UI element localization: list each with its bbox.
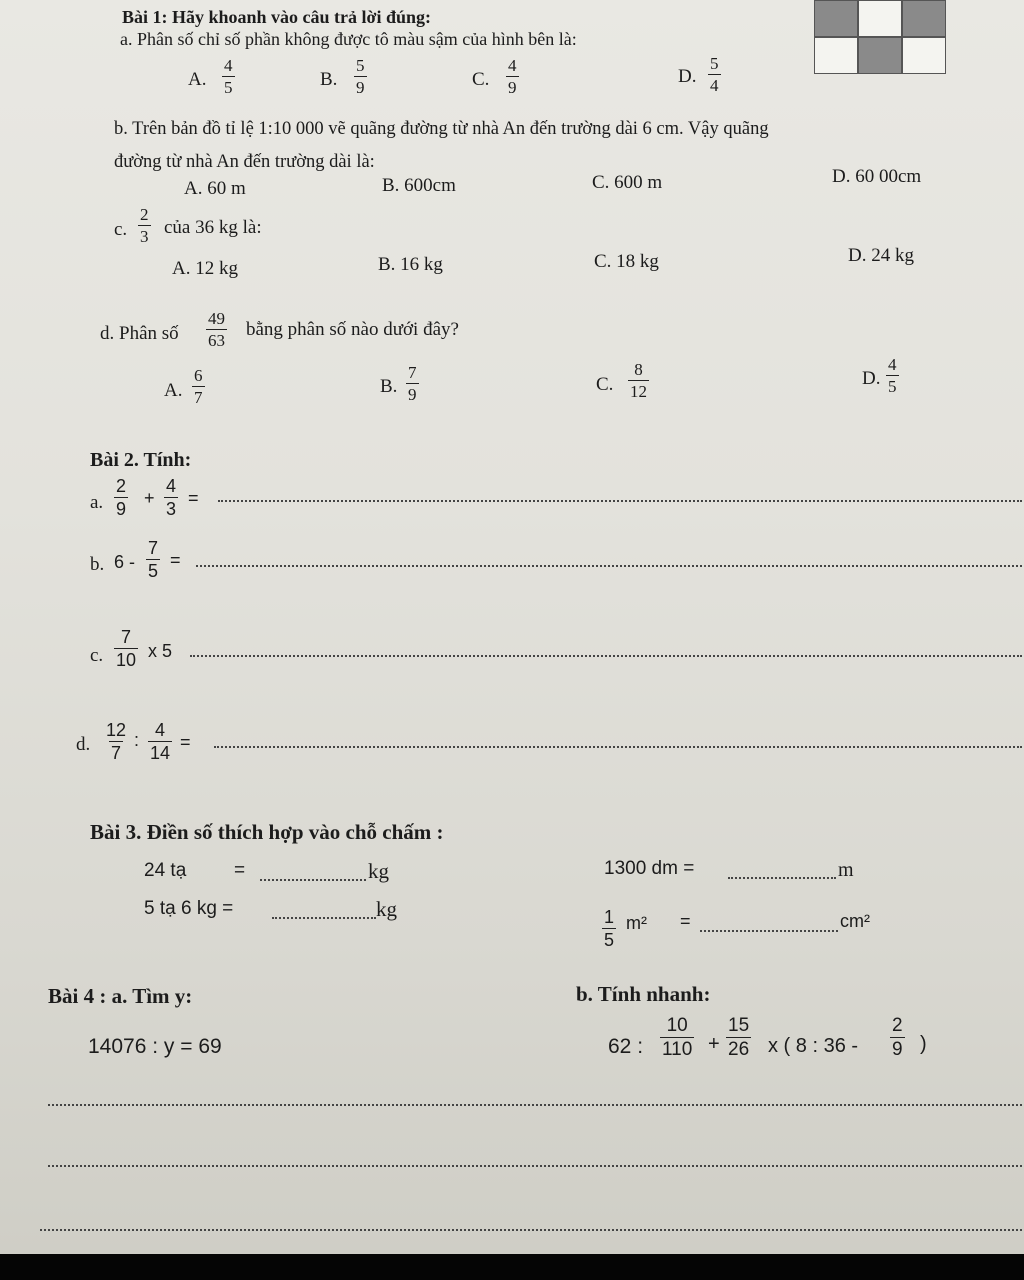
bai3-row1b-unit: m <box>838 859 854 881</box>
denominator: 9 <box>508 78 517 97</box>
bai4-answer-line-3[interactable] <box>40 1229 1022 1231</box>
denominator: 3 <box>140 227 149 246</box>
bai2-c-label: c. <box>90 645 104 666</box>
numerator: 7 <box>408 363 417 382</box>
numerator: 5 <box>710 54 719 73</box>
bai4-title-b: b. Tính nhanh: <box>576 982 711 1006</box>
denominator: 9 <box>892 1039 903 1060</box>
denominator: 5 <box>224 78 233 97</box>
grid-cell <box>814 37 858 74</box>
bai1-a-option-c-fraction[interactable] <box>506 57 519 96</box>
numerator: 4 <box>888 355 897 374</box>
bai2-d-label: d. <box>76 734 91 755</box>
bai2-title: Bài 2. Tính: <box>90 449 192 471</box>
bai4-title-a: Bài 4 : a. Tìm y: <box>48 984 193 1008</box>
bai1-c-option-c[interactable]: C. 18 kg <box>594 251 659 272</box>
bai1-d-option-c-fraction[interactable] <box>628 361 649 400</box>
numerator: 7 <box>148 538 159 558</box>
numerator: 1 <box>604 907 615 927</box>
denominator: 26 <box>728 1039 750 1060</box>
bai3-row1a-equals: = <box>234 860 246 881</box>
numerator: 10 <box>666 1015 688 1036</box>
bai1-c-option-d[interactable]: D. 24 kg <box>848 245 914 266</box>
bai2-c-answer-line[interactable] <box>190 655 1022 657</box>
denominator: 14 <box>150 743 171 763</box>
denominator: 12 <box>630 382 647 401</box>
bai1-a-option-c-label: C. <box>472 69 490 90</box>
bai1-a-option-a-fraction[interactable] <box>222 57 235 96</box>
bai1-b-option-b[interactable]: B. 600cm <box>382 175 456 196</box>
bai4-answer-line-1[interactable] <box>48 1104 1022 1106</box>
bai2-d-fraction-1 <box>104 721 128 762</box>
bai1-b-option-d[interactable]: D. 60 00cm <box>832 166 922 187</box>
bai1-b-line1: b. Trên bản đồ tỉ lệ 1:10 000 vẽ quãng đường từ nhà An đến trường dài 6 cm. Vậy quãng <box>114 119 769 139</box>
bai1-d-option-a-label: A. <box>164 380 183 401</box>
bai1-d-fraction <box>206 310 227 349</box>
numerator: 49 <box>208 309 225 328</box>
bai2-d-answer-line[interactable] <box>214 746 1022 748</box>
bai2-d-fraction-2 <box>148 721 172 762</box>
bai1-a-option-b-fraction[interactable] <box>354 57 367 96</box>
bai3-row2a-left: 5 tạ 6 kg = <box>144 898 234 919</box>
shaded-grid-figure <box>814 0 946 74</box>
bai3-row2a-blank[interactable] <box>272 917 376 919</box>
bai3-row1a-unit: kg <box>368 859 389 883</box>
numerator: 8 <box>634 360 643 379</box>
bai1-d-label: d. Phân số <box>100 323 179 344</box>
bai1-d-text: bằng phân số nào dưới đây? <box>246 319 459 340</box>
bai1-a-option-d-label: D. <box>678 66 697 87</box>
bai4-b-middle: x ( 8 : 36 - <box>768 1035 859 1057</box>
numerator: 2 <box>116 476 127 496</box>
bai2-d-equals: = <box>180 732 191 752</box>
bai1-d-option-d-label: D. <box>862 368 881 389</box>
numerator: 15 <box>728 1015 750 1036</box>
bai1-a-question: a. Phân số chỉ số phần không được tô màu sậm của hình bên là: <box>120 29 577 49</box>
numerator: 6 <box>194 366 203 385</box>
bai1-b-option-a[interactable]: A. 60 m <box>184 178 246 199</box>
bai4-b-fraction-3 <box>890 1016 905 1059</box>
numerator: 7 <box>121 627 132 647</box>
bai4-answer-line-2[interactable] <box>48 1165 1022 1167</box>
denominator: 110 <box>662 1039 693 1060</box>
bai1-b-line2: đường từ nhà An đến trường dài là: <box>114 152 375 172</box>
bai2-a-answer-line[interactable] <box>218 500 1022 502</box>
denominator: 7 <box>194 388 203 407</box>
bai1-a-option-b-label: B. <box>320 69 338 90</box>
bai3-row2b-unit: cm² <box>840 911 870 931</box>
numerator: 2 <box>892 1015 903 1036</box>
bai1-c-option-a[interactable]: A. 12 kg <box>172 258 238 279</box>
bai3-title: Bài 3. Điền số thích hợp vào chỗ chấm : <box>90 820 444 844</box>
denominator: 3 <box>166 499 177 519</box>
bai2-a-operator: + <box>144 488 155 508</box>
bai1-title: Bài 1: Hãy khoanh vào câu trả lời đúng: <box>122 7 432 27</box>
bai1-a-option-d-fraction[interactable] <box>708 55 721 94</box>
bai3-row2b-blank[interactable] <box>700 930 838 932</box>
bai1-b-option-c[interactable]: C. 600 m <box>592 172 663 193</box>
bai3-row2a-unit: kg <box>376 897 397 921</box>
denominator: 5 <box>148 561 159 581</box>
denominator: 9 <box>408 385 417 404</box>
bai4-b-closing: ) <box>920 1033 927 1055</box>
bai1-c-label: c. <box>114 219 128 240</box>
bai3-row1b-blank[interactable] <box>728 877 836 879</box>
bai2-c-multiplier: x 5 <box>148 641 173 661</box>
denominator: 4 <box>710 76 719 95</box>
numerator: 5 <box>356 56 365 75</box>
grid-cell <box>858 0 902 37</box>
bai3-row1a-left: 24 tạ <box>144 860 187 881</box>
grid-cell <box>902 0 946 37</box>
bai2-a-fraction-1 <box>114 477 128 518</box>
grid-cell <box>902 37 946 74</box>
bai1-c-text: của 36 kg là: <box>164 217 262 238</box>
denominator: 5 <box>888 377 897 396</box>
numerator: 12 <box>106 720 127 740</box>
bai2-c-fraction <box>114 628 138 669</box>
bai2-b-label: b. <box>90 554 105 575</box>
bai1-d-option-b-fraction[interactable] <box>406 364 419 403</box>
bai2-a-fraction-2 <box>164 477 178 518</box>
bai2-d-operator: : <box>134 730 140 750</box>
grid-cell <box>814 0 858 37</box>
bai3-row2b-unit-left: m² <box>626 913 647 933</box>
denominator: 63 <box>208 331 225 350</box>
numerator: 4 <box>508 56 517 75</box>
bai2-b-answer-line[interactable] <box>196 565 1022 567</box>
numerator: 4 <box>155 720 166 740</box>
denominator: 9 <box>356 78 365 97</box>
bai4-b-fraction-2 <box>726 1016 751 1059</box>
bai1-d-option-a-fraction[interactable] <box>192 367 205 406</box>
bai3-row1b-left: 1300 dm = <box>604 858 695 879</box>
photo-bottom-edge <box>0 1254 1024 1280</box>
bai2-b-fraction <box>146 539 160 580</box>
denominator: 10 <box>116 650 137 670</box>
bai4-b-prefix: 62 : <box>608 1035 644 1058</box>
bai1-c-option-b[interactable]: B. 16 kg <box>378 254 443 275</box>
numerator: 2 <box>140 205 149 224</box>
bai1-a-option-a-label: A. <box>188 69 207 90</box>
bai4-b-plus: + <box>708 1033 720 1055</box>
denominator: 7 <box>111 743 122 763</box>
numerator: 4 <box>166 476 177 496</box>
bai3-row2b-fraction <box>602 908 616 949</box>
bai2-b-equals: = <box>170 550 181 570</box>
grid-cell <box>858 37 902 74</box>
bai2-a-equals: = <box>188 488 199 508</box>
numerator: 4 <box>224 56 233 75</box>
bai4-a-equation: 14076 : y = 69 <box>88 1035 222 1058</box>
bai3-row1a-blank[interactable] <box>260 879 366 881</box>
bai1-d-option-c-label: C. <box>596 374 614 395</box>
bai1-c-fraction <box>138 206 151 245</box>
bai4-b-fraction-1 <box>660 1016 694 1059</box>
bai2-a-label: a. <box>90 492 104 513</box>
denominator: 5 <box>604 930 615 950</box>
bai1-d-option-d-fraction[interactable] <box>886 356 899 395</box>
bai1-d-option-b-label: B. <box>380 376 398 397</box>
denominator: 9 <box>116 499 127 519</box>
bai3-row2b-equals: = <box>680 911 691 931</box>
bai2-b-prefix: 6 - <box>114 552 136 572</box>
